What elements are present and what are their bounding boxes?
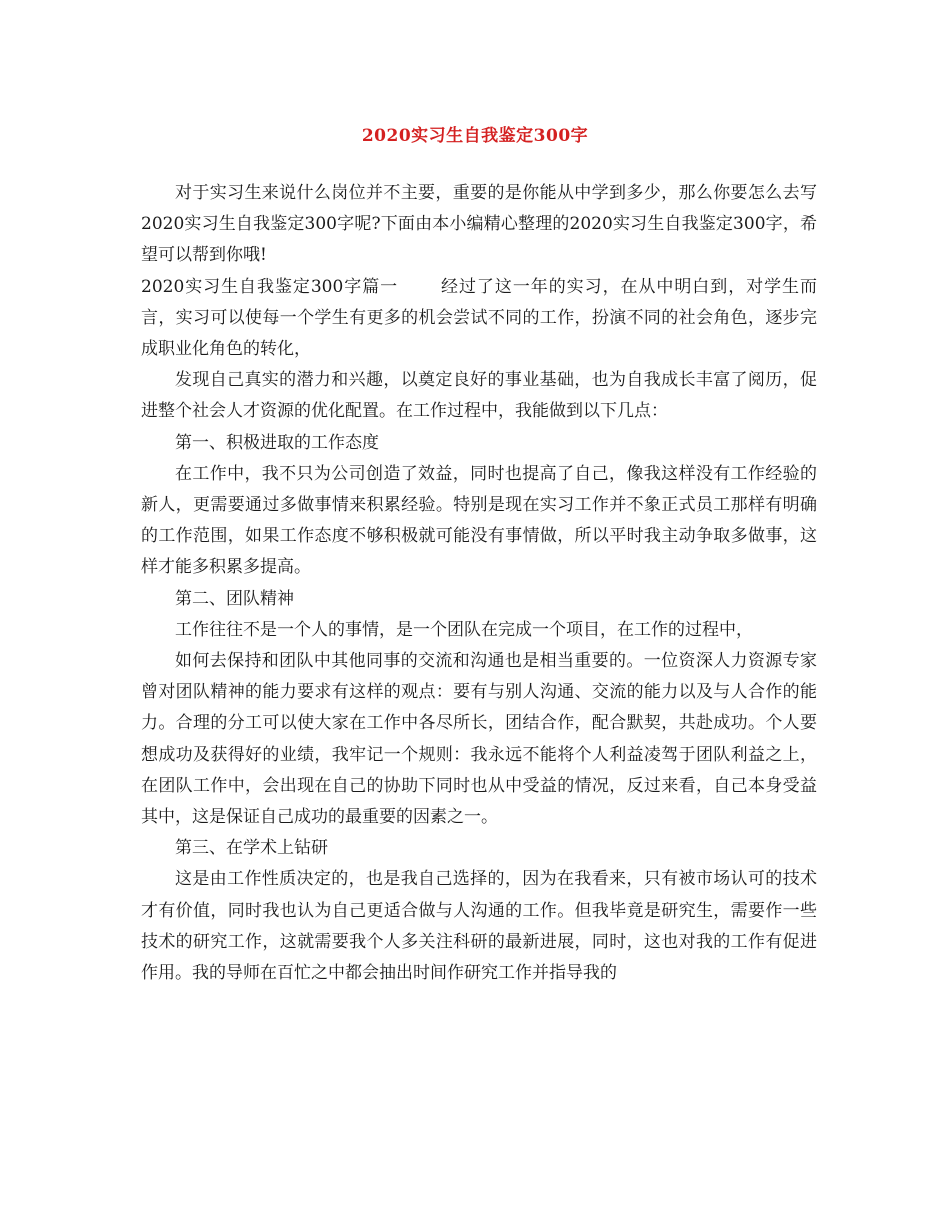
heading-team-spirit: 第二、团队精神 — [175, 588, 294, 609]
intro-paragraph: 对于实习生来说什么岗位并不主要，重要的是你能从中学到多少，那么你要怎么去写2020实习生自我鉴定300字呢?下面由本小编精心整理的2020实习生自我鉴定300字，希望可以帮到你哦! — [141, 183, 817, 266]
academic-research-paragraph: 这是由工作性质决定的，也是我自己选择的，因为在我看来，只有被市场认可的技术才有价值，同时我也认为自己更适合做与人沟通的工作。但我毕竟是研究生，需要作一些技术的研究工作，这就需要我个人多关注科研的最新进展，同时，这也对我的工作有促进作用。我的导师在百忙之中都会抽出时间作研究工作并指导我的 — [141, 869, 817, 984]
document-title: 2020实习生自我鉴定300字 — [361, 126, 589, 146]
team-spirit-paragraph-b: 如何去保持和团队中其他同事的交流和沟通也是相当重要的。一位资深人力资源专家曾对团队精神的能力要求有这样的观点：要有与别人沟通、交流的能力以及与人合作的能力。合理的分工可以使大家在工作中各尽所长，团结合作，配合默契，共赴成功。个人要想成功及获得好的业绩，我牢记一个规则：我永远不能将个人利益凌驾于团队利益之上，在团队工作中，会出现在自己的协助下同时也从中受益的情况，反过来看，自己本身受益其中，这是保证自己成功的最重要的因素之一。 — [141, 651, 817, 828]
heading-work-attitude: 第一、积极进取的工作态度 — [175, 432, 379, 453]
work-attitude-paragraph: 在工作中，我不只为公司创造了效益，同时也提高了自己，像我这样没有工作经验的新人，更需要通过多做事情来积累经验。特别是现在实习工作并不象正式员工那样有明确的工作范围，如果工作态度不够积极就可能没有事情做，所以平时我主动争取多做事，这样才能多积累多提高。 — [141, 463, 817, 578]
heading-academic-research: 第三、在学术上钻研 — [175, 838, 328, 859]
section-one-paragraph — [141, 272, 817, 366]
team-spirit-paragraph-a: 工作往往不是一个人的事情，是一个团队在完成一个项目，在工作的过程中， — [175, 619, 753, 640]
document-body — [141, 178, 817, 989]
section-heading: 2020实习生自我鉴定300字篇一 — [141, 276, 399, 297]
section-first-text: 经过了这一年的实习，在从中明白到，对学生而言，实习可以使每一个学生有更多的机会尝试不同的工作，扮演不同的社会角色，逐步完成职业化角色的转化， — [141, 276, 817, 360]
potential-paragraph: 发现自己真实的潜力和兴趣，以奠定良好的事业基础，也为自我成长丰富了阅历，促进整个社会人才资源的优化配置。在工作过程中，我能做到以下几点： — [141, 370, 817, 422]
